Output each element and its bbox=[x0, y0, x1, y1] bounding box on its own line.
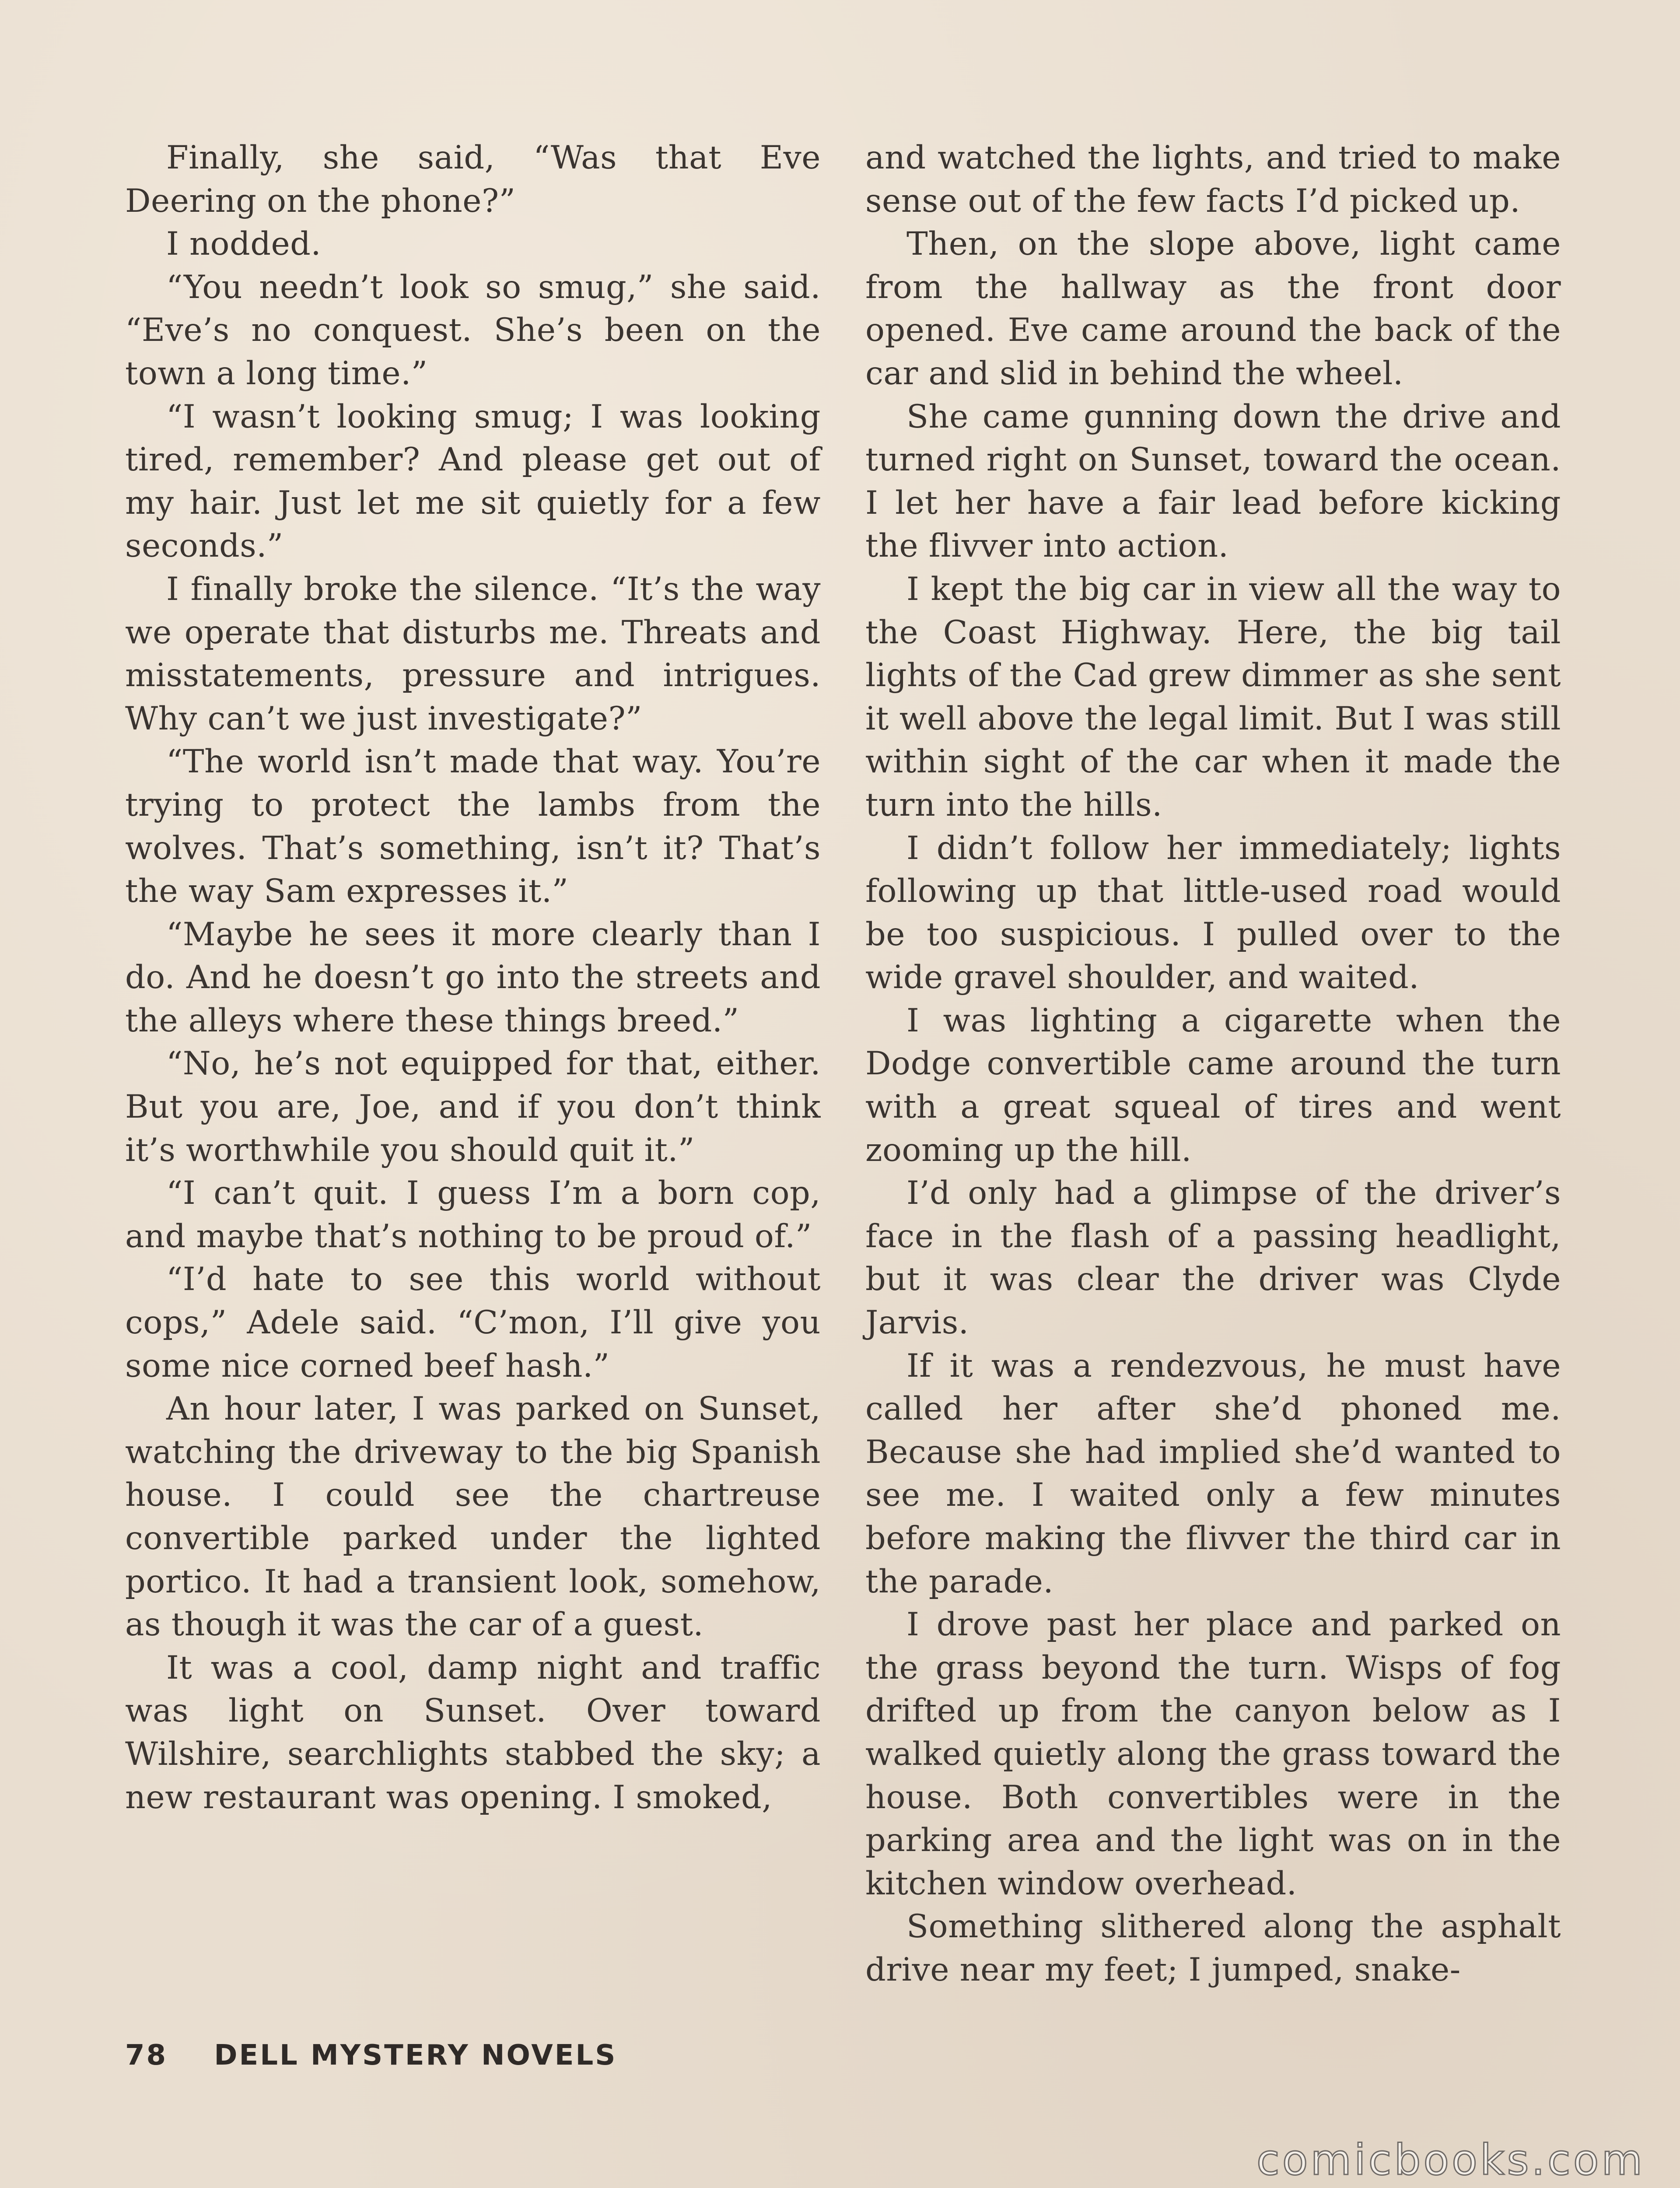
page-footer bbox=[125, 2039, 617, 2072]
paragraph: Something slithered along the asphalt drive near my feet; I jumped, snake- bbox=[865, 1908, 1561, 1988]
right-column bbox=[865, 137, 1561, 1992]
paragraph: An hour later, I was parked on Sunset, watching the driveway to the big Spanish house. I could see the chartreuse convertible parked under the lighted portico. It had a transient look, somehow, as though it was the car of a guest. bbox=[125, 1390, 821, 1644]
paragraph: It was a cool, damp night and traffic was light on Sunset. Over toward Wilshire, searchlights stabbed the sky; a new restaurant was opening. I smoked, bbox=[125, 1649, 821, 1816]
paragraph: “The world isn’t made that way. You’re trying to protect the lambs from the wolves. That’s something, isn’t it? That’s the way Sam expresses it.” bbox=[125, 743, 821, 910]
paragraph: “I can’t quit. I guess I’m a born cop, and maybe that’s nothing to be proud of.” bbox=[125, 1175, 821, 1255]
paragraph: “You needn’t look so smug,” she said. “Eve’s no conquest. She’s been on the town a long time.” bbox=[125, 268, 821, 392]
paragraph: Finally, she said, “Was that Eve Deering on the phone?” bbox=[125, 139, 821, 220]
paragraph: I drove past her place and parked on the grass beyond the turn. Wisps of fog drifted up from the canyon below as I walked quietly along the grass toward the house. Both convertibles were in the parking area and the light was on in the kitchen window overhead. bbox=[865, 1606, 1561, 1902]
publication-name: DELL MYSTERY NOVELS bbox=[214, 2039, 617, 2072]
paragraph: I’d only had a glimpse of the driver’s face in the flash of a passing headlight, but it was clear the driver was Clyde Jarvis. bbox=[865, 1175, 1561, 1342]
paragraph: “No, he’s not equipped for that, either. But you are, Joe, and if you don’t think it’s worthwhile you should quit it.” bbox=[125, 1045, 821, 1169]
paragraph: Then, on the slope above, light came from the hallway as the front door opened. Eve came around the back of the car and slid in behind the wheel. bbox=[865, 225, 1561, 392]
paragraph: “I wasn’t looking smug; I was looking tired, remember? And please get out of my hair. Just let me sit quietly for a few seconds.” bbox=[125, 398, 821, 565]
paragraph: I nodded. bbox=[166, 225, 322, 263]
paragraph: “I’d hate to see this world without cops,” Adele said. “C’mon, I’ll give you some nice corned beef hash.” bbox=[125, 1261, 821, 1385]
page-number: 78 bbox=[125, 2039, 168, 2072]
paragraph: I finally broke the silence. “It’s the way we operate that disturbs me. Threats and misstatements, pressure and intrigues. Why can’t we just investigate?” bbox=[125, 570, 821, 737]
paragraph: I was lighting a cigarette when the Dodge convertible came around the turn with a great squeal of tires and went zooming up the hill. bbox=[865, 1002, 1561, 1169]
watermark: comicbooks.com bbox=[1256, 2135, 1645, 2184]
paragraph-continued: and watched the lights, and tried to make sense out of the few facts I’d picked up. bbox=[865, 139, 1561, 220]
paragraph: I kept the big car in view all the way to the Coast Highway. Here, the big tail lights of the Cad grew dimmer as she sent it well above the legal limit. But I was still within sight of the car when it made the turn into the hills. bbox=[865, 570, 1561, 824]
paragraph: She came gunning down the drive and turned right on Sunset, toward the ocean. I let her have a fair lead before kicking the flivver into action. bbox=[865, 398, 1561, 565]
paragraph: I didn’t follow her immediately; lights following up that little-used road would be too suspicious. I pulled over to the wide gravel shoulder, and waited. bbox=[865, 829, 1561, 996]
paragraph: “Maybe he sees it more clearly than I do. And he doesn’t go into the streets and the alleys where these things breed.” bbox=[125, 915, 821, 1039]
paragraph: If it was a rendezvous, he must have called her after she’d phoned me. Because she had implied she’d wanted to see me. I waited only a few minutes before making the flivver the third car in the parade. bbox=[865, 1347, 1561, 1600]
left-column bbox=[125, 137, 821, 1819]
